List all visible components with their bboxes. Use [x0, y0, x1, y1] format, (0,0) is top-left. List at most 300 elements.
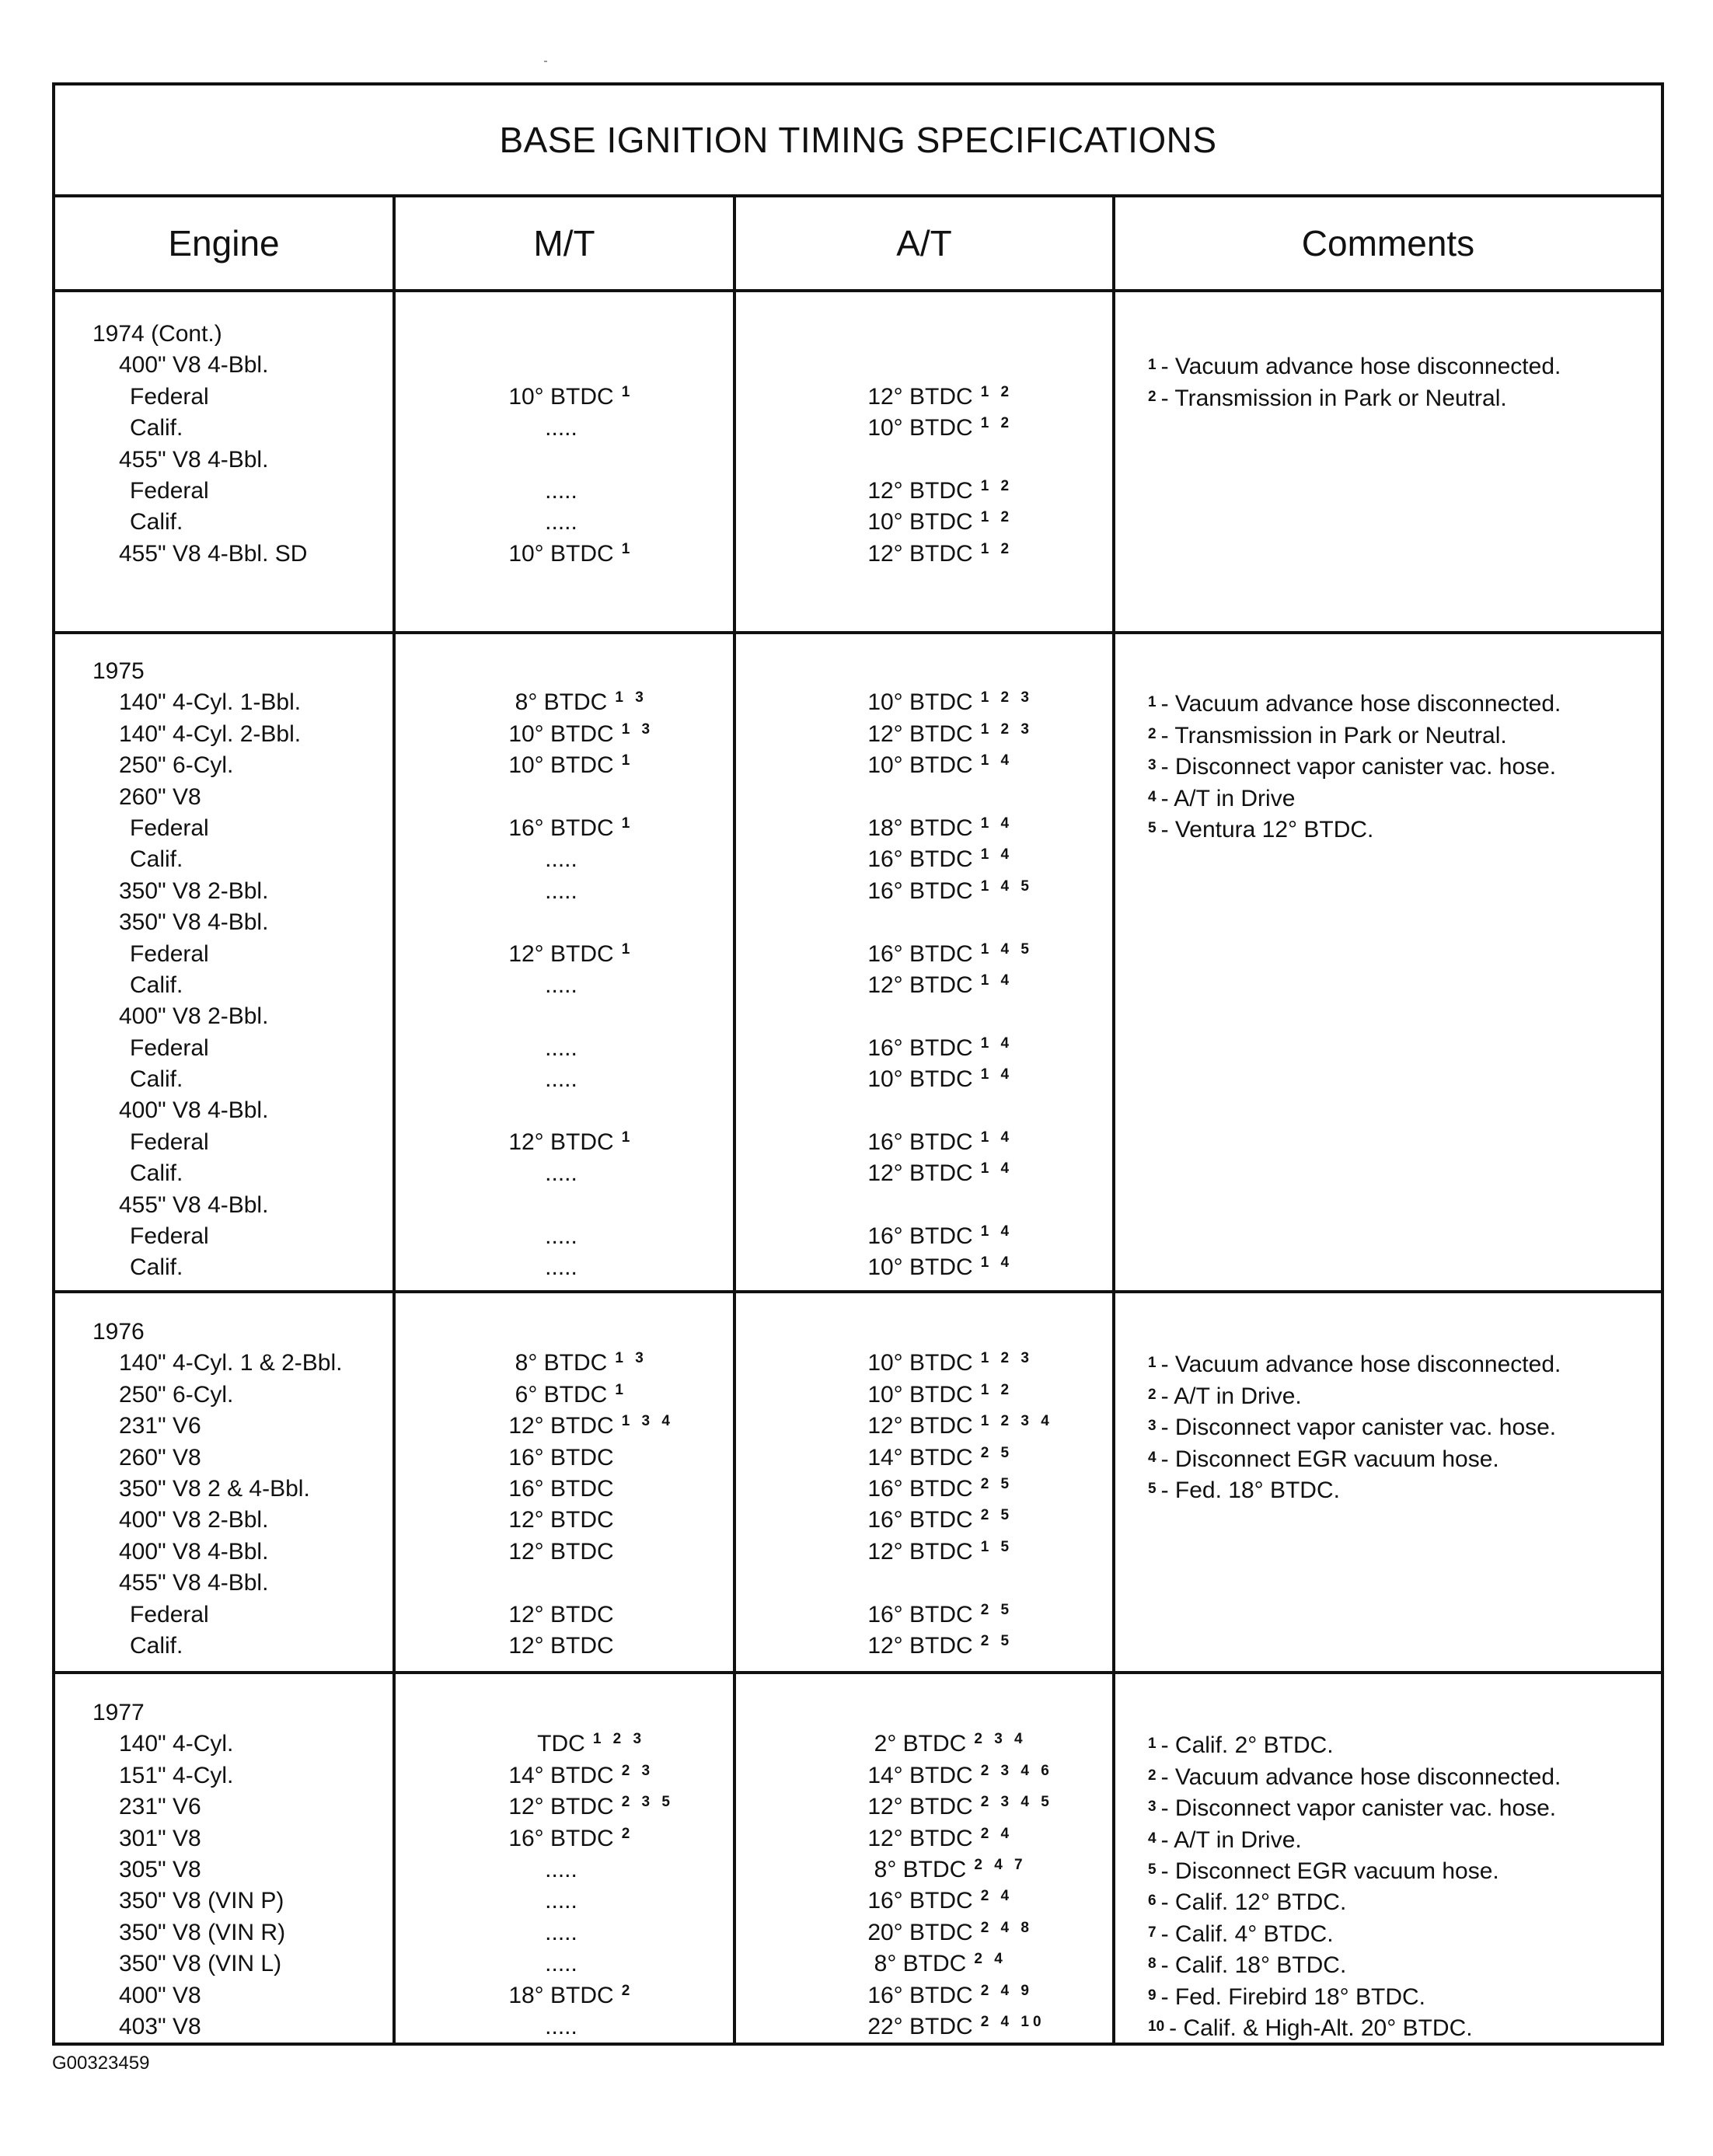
mt-footnote-refs: 1	[615, 1381, 627, 1398]
mt-cell	[394, 750, 728, 781]
at-cell	[734, 1064, 1106, 1095]
mt-timing-value	[545, 2011, 577, 2043]
mt-timing-text: 12° BTDC	[508, 1538, 614, 1565]
at-footnote-refs: 2 5	[980, 1507, 1013, 1524]
mt-timing-value	[508, 939, 634, 970]
mt-cell	[394, 1221, 728, 1252]
mt-footnote-refs: 1 3 4	[621, 1413, 674, 1430]
mt-cell	[394, 687, 728, 718]
mt-timing-text: .....	[545, 509, 577, 536]
mt-timing-value	[545, 1064, 577, 1095]
at-footnote-refs: 1 2 3	[980, 689, 1033, 706]
mt-timing-value	[545, 1221, 577, 1252]
at-cell	[734, 939, 1106, 970]
at-timing-value	[867, 1252, 1013, 1283]
engine-label: Calif.	[130, 1066, 183, 1093]
at-cell	[734, 970, 1106, 1001]
mt-cell	[394, 1064, 728, 1095]
mt-timing-value	[537, 1729, 646, 1760]
at-timing-value	[867, 1221, 1013, 1252]
mt-timing-text: 16° BTDC	[508, 1825, 614, 1851]
engine-label: Calif.	[130, 972, 183, 998]
mt-timing-text: 12° BTDC	[508, 1632, 614, 1659]
mt-cell	[394, 1823, 728, 1854]
comment-note	[1148, 1348, 1661, 1379]
at-timing-text: 16° BTDC	[867, 1475, 973, 1502]
engine-label: 350" V8 (VIN P)	[119, 1888, 284, 1914]
comment-text: - Vacuum advance hose disconnected.	[1160, 354, 1561, 380]
engine-label: 301" V8	[119, 1825, 201, 1851]
at-footnote-refs: 2 4 10	[980, 2013, 1045, 2030]
mt-column	[394, 1697, 728, 2043]
mt-timing-text: 10° BTDC	[508, 383, 614, 410]
mt-timing-text: .....	[545, 1066, 577, 1093]
at-timing-value	[867, 687, 1033, 718]
engine-label: Calif.	[130, 509, 183, 536]
mt-cell	[394, 656, 728, 687]
at-timing-value	[867, 507, 1013, 538]
engine-label: 455" V8 4-Bbl.	[119, 1191, 269, 1218]
mt-cell	[394, 1348, 728, 1379]
mt-cell	[394, 1697, 728, 1729]
mt-cell	[394, 1568, 728, 1599]
comment-text: - Calif. 2° BTDC.	[1160, 1732, 1334, 1759]
at-timing-text: 12° BTDC	[867, 1632, 973, 1659]
engine-label: Calif.	[130, 1160, 183, 1187]
engine-label: 400" V8 2-Bbl.	[119, 1507, 269, 1533]
at-timing-value	[867, 2011, 1045, 2043]
comment-number: 6	[1148, 1893, 1157, 1910]
at-timing-text: 12° BTDC	[867, 1794, 973, 1820]
comment-note	[1148, 1317, 1661, 1348]
mt-cell	[394, 1190, 728, 1221]
mt-cell	[394, 1854, 728, 1886]
at-footnote-refs: 2 3 4 6	[980, 1762, 1053, 1779]
at-footnote-refs: 1 2 3 4	[980, 1413, 1053, 1430]
mt-timing-value	[508, 1505, 613, 1536]
comment-text: - Fed. 18° BTDC.	[1160, 1477, 1340, 1503]
mt-cell	[394, 1127, 728, 1158]
mt-cell	[394, 939, 728, 970]
at-cell	[734, 719, 1106, 750]
comment-note	[1148, 656, 1661, 687]
mt-timing-value	[545, 1886, 577, 1917]
at-timing-text: 12° BTDC	[867, 477, 973, 504]
engine-column	[92, 1317, 403, 1662]
mt-cell	[394, 539, 728, 570]
comment-note	[1148, 813, 1661, 844]
mt-timing-value	[508, 1980, 634, 2011]
engine-label: 455" V8 4-Bbl.	[119, 1570, 269, 1596]
mt-timing-text: 16° BTDC	[508, 1444, 614, 1470]
at-timing-value	[867, 1600, 1013, 1631]
mt-timing-text: .....	[545, 1034, 577, 1061]
mt-timing-text: 10° BTDC	[508, 752, 614, 779]
year-heading: 1974 (Cont.)	[92, 321, 222, 347]
mt-timing-text: .....	[545, 415, 577, 441]
at-timing-text: 22° BTDC	[867, 2013, 973, 2039]
mt-timing-text: .....	[545, 1856, 577, 1882]
at-timing-value	[867, 1791, 1053, 1823]
at-timing-text: 12° BTDC	[867, 1160, 973, 1187]
mt-timing-value	[508, 1760, 654, 1791]
at-column	[734, 656, 1106, 1284]
at-timing-text: 14° BTDC	[867, 1444, 973, 1470]
comment-text: - Transmission in Park or Neutral.	[1160, 722, 1507, 748]
at-timing-value	[867, 750, 1013, 781]
at-footnote-refs: 2 4	[980, 1888, 1013, 1905]
at-cell	[734, 1631, 1106, 1662]
mt-cell	[394, 413, 728, 444]
mt-footnote-refs: 2	[621, 1982, 634, 1999]
mt-timing-text: 12° BTDC	[508, 1794, 614, 1820]
mt-timing-value	[545, 1917, 577, 1948]
at-timing-text: 12° BTDC	[867, 383, 973, 410]
mt-timing-value	[508, 539, 634, 570]
mt-cell	[394, 1095, 728, 1126]
engine-label: Calif.	[130, 1254, 183, 1281]
comment-note	[1148, 1823, 1661, 1854]
mt-timing-value	[545, 1252, 577, 1283]
engine-label: 350" V8 (VIN L)	[119, 1951, 282, 1977]
at-footnote-refs: 2 4 9	[980, 1982, 1033, 1999]
at-footnote-refs: 1 4	[980, 1223, 1013, 1240]
comment-note	[1148, 2011, 1661, 2043]
comment-note	[1148, 1948, 1661, 1980]
at-cell	[734, 1033, 1106, 1064]
mt-footnote-refs: 1	[621, 815, 634, 832]
at-timing-value	[867, 1158, 1013, 1189]
at-cell	[734, 844, 1106, 875]
column-divider	[1112, 197, 1115, 2043]
mt-footnote-refs: 1 3	[621, 720, 654, 738]
at-timing-value	[867, 1980, 1033, 2011]
comment-text: - Vacuum advance hose disconnected.	[1160, 1764, 1561, 1790]
engine-label: 400" V8 2-Bbl.	[119, 1003, 269, 1030]
section-divider	[55, 1290, 1661, 1293]
comment-text: - A/T in Drive.	[1160, 1826, 1302, 1853]
comments-column	[1148, 1317, 1661, 1505]
at-cell	[734, 1443, 1106, 1474]
mt-footnote-refs: 1	[621, 383, 634, 400]
mt-cell	[394, 1001, 728, 1032]
comment-text: - Disconnect vapor canister vac. hose.	[1160, 754, 1557, 780]
at-footnote-refs: 1 4	[980, 1129, 1013, 1146]
at-cell	[734, 1917, 1106, 1948]
engine-label: Federal	[130, 1034, 209, 1061]
at-cell	[734, 1697, 1106, 1729]
mt-timing-value	[515, 687, 647, 718]
table-body	[55, 197, 1661, 2043]
at-timing-value	[867, 1760, 1053, 1791]
comment-text: - Transmission in Park or Neutral.	[1160, 385, 1507, 411]
comment-text: - Disconnect EGR vacuum hose.	[1160, 1858, 1499, 1884]
comment-note	[1148, 1917, 1661, 1948]
engine-column	[92, 656, 403, 1284]
mt-cell	[394, 1791, 728, 1823]
comments-column	[1148, 1697, 1661, 2043]
at-timing-value	[867, 1505, 1013, 1536]
mt-cell	[394, 876, 728, 907]
at-timing-value	[867, 1823, 1013, 1854]
at-footnote-refs: 1 4	[980, 1034, 1013, 1052]
mt-cell	[394, 382, 728, 413]
mt-cell	[394, 813, 728, 844]
at-timing-value	[867, 1033, 1013, 1064]
comment-note	[1148, 1729, 1661, 1760]
at-cell	[734, 656, 1106, 687]
at-timing-value	[867, 1537, 1013, 1568]
comment-note	[1148, 782, 1661, 813]
mt-timing-value	[508, 813, 634, 844]
comment-note	[1148, 687, 1661, 718]
comment-note	[1148, 1854, 1661, 1886]
mt-timing-value	[545, 1033, 577, 1064]
at-timing-text: 20° BTDC	[867, 1919, 973, 1945]
mt-timing-text: .....	[545, 877, 577, 904]
mt-footnote-refs: 2 3 5	[621, 1794, 674, 1811]
mt-column	[394, 656, 728, 1284]
at-cell	[734, 1158, 1106, 1189]
comment-note	[1148, 1886, 1661, 1917]
mt-footnote-refs: 1	[621, 1129, 634, 1146]
at-cell	[734, 1600, 1106, 1631]
engine-label: 151" 4-Cyl.	[119, 1762, 234, 1788]
mt-footnote-refs: 1	[621, 752, 634, 769]
at-column	[734, 1697, 1106, 2043]
mt-timing-text: 12° BTDC	[508, 940, 614, 967]
mt-timing-text: .....	[545, 1223, 577, 1250]
mt-cell	[394, 907, 728, 938]
at-cell	[734, 1823, 1106, 1854]
mt-timing-value	[545, 1854, 577, 1886]
mt-timing-value	[508, 1474, 613, 1505]
comment-number: 4	[1148, 1449, 1157, 1466]
mt-timing-value	[508, 719, 654, 750]
at-cell	[734, 1886, 1106, 1917]
comments-column	[1148, 319, 1661, 413]
mt-column	[394, 319, 728, 570]
comment-note	[1148, 1380, 1661, 1411]
mt-timing-text: TDC	[537, 1731, 585, 1757]
at-timing-text: 18° BTDC	[867, 815, 973, 841]
mt-timing-value	[508, 1411, 674, 1442]
at-timing-text: 12° BTDC	[867, 972, 973, 998]
comment-note	[1148, 1411, 1661, 1442]
at-cell	[734, 1505, 1106, 1536]
comment-text: - Calif. 12° BTDC.	[1160, 1889, 1347, 1916]
at-timing-value	[867, 382, 1013, 413]
at-timing-text: 16° BTDC	[867, 1034, 973, 1061]
at-timing-value	[867, 876, 1033, 907]
mt-timing-text: 16° BTDC	[508, 815, 614, 841]
at-footnote-refs: 1 4 5	[980, 940, 1033, 958]
at-timing-text: 12° BTDC	[867, 1538, 973, 1565]
mt-timing-value	[545, 507, 577, 538]
mt-timing-text: .....	[545, 2013, 577, 2039]
comment-text: - A/T in Drive.	[1160, 1383, 1302, 1409]
comment-text: - Calif. & High-Alt. 20° BTDC.	[1169, 2015, 1473, 2041]
mt-timing-value	[508, 1600, 613, 1631]
mt-cell	[394, 1317, 728, 1348]
at-footnote-refs: 1 4	[980, 1254, 1013, 1272]
mt-cell	[394, 1948, 728, 1980]
at-timing-text: 10° BTDC	[867, 752, 973, 779]
comment-note	[1148, 750, 1661, 781]
at-footnote-refs: 1 2	[980, 540, 1013, 557]
mt-timing-text: 14° BTDC	[508, 1762, 614, 1788]
year-heading: 1975	[92, 658, 145, 684]
mt-timing-text: 12° BTDC	[508, 1413, 614, 1439]
mt-timing-value	[545, 413, 577, 444]
mt-footnote-refs: 2 3	[621, 1762, 654, 1779]
mt-cell	[394, 350, 728, 381]
comment-number: 10	[1148, 2018, 1165, 2035]
spec-table	[52, 82, 1664, 2046]
mt-timing-value	[545, 844, 577, 875]
comment-number: 2	[1148, 1767, 1157, 1784]
at-cell	[734, 1411, 1106, 1442]
engine-column	[92, 1697, 403, 2043]
comment-number: 9	[1148, 1987, 1157, 2004]
comment-number: 5	[1148, 819, 1157, 836]
at-footnote-refs: 1 2 3	[980, 720, 1033, 738]
mt-cell	[394, 1252, 728, 1283]
comment-number: 5	[1148, 1861, 1157, 1878]
comment-text: - Vacuum advance hose disconnected.	[1160, 691, 1561, 717]
at-footnote-refs: 1 4	[980, 1066, 1013, 1083]
at-timing-text: 16° BTDC	[867, 1507, 973, 1533]
at-timing-text: 16° BTDC	[867, 1129, 973, 1155]
mt-timing-text: 12° BTDC	[508, 1129, 614, 1155]
mt-column	[394, 1317, 728, 1662]
comment-number: 5	[1148, 1480, 1157, 1497]
at-footnote-refs: 2 3 4	[974, 1731, 1027, 1748]
engine-label: 455" V8 4-Bbl.	[119, 446, 269, 473]
at-timing-value	[867, 1886, 1013, 1917]
mt-cell	[394, 1760, 728, 1791]
at-footnote-refs: 1 4	[980, 972, 1013, 989]
at-cell	[734, 1095, 1106, 1126]
comment-text: - Fed. Firebird 18° BTDC.	[1160, 1983, 1425, 2010]
comment-note	[1148, 1474, 1661, 1505]
at-timing-value	[867, 1380, 1013, 1411]
at-timing-value	[867, 813, 1013, 844]
at-timing-text: 16° BTDC	[867, 1223, 973, 1250]
at-cell	[734, 476, 1106, 507]
mt-timing-value	[508, 1127, 634, 1158]
at-timing-text: 10° BTDC	[867, 689, 973, 716]
engine-label: 455" V8 4-Bbl. SD	[119, 540, 308, 567]
comment-number: 4	[1148, 788, 1157, 805]
mt-cell	[394, 719, 728, 750]
at-timing-text: 12° BTDC	[867, 1825, 973, 1851]
comment-number: 2	[1148, 725, 1157, 742]
at-footnote-refs: 2 3 4 5	[980, 1794, 1053, 1811]
comment-number: 3	[1148, 1418, 1157, 1435]
at-cell	[734, 876, 1106, 907]
at-timing-text: 10° BTDC	[867, 509, 973, 536]
engine-label: 400" V8 4-Bbl.	[119, 1538, 269, 1565]
mt-timing-text: 8° BTDC	[515, 1350, 608, 1376]
scan-speck	[544, 61, 547, 62]
comments-column	[1148, 656, 1661, 844]
comment-note	[1148, 350, 1661, 381]
mt-cell	[394, 1631, 728, 1662]
mt-cell	[394, 970, 728, 1001]
at-timing-text: 10° BTDC	[867, 1350, 973, 1376]
mt-timing-value	[508, 1443, 613, 1474]
comment-text: - A/T in Drive	[1160, 785, 1296, 811]
comment-number: 1	[1148, 1736, 1157, 1753]
header-mt: M/T	[533, 223, 595, 263]
engine-label: 350" V8 2-Bbl.	[119, 877, 269, 904]
at-footnote-refs: 1 4	[980, 846, 1013, 863]
mt-footnote-refs: 1 3	[615, 1350, 647, 1367]
comment-number: 7	[1148, 1924, 1157, 1941]
mt-cell	[394, 1443, 728, 1474]
mt-cell	[394, 1600, 728, 1631]
at-cell	[734, 2011, 1106, 2043]
engine-label: Federal	[130, 815, 209, 841]
at-cell	[734, 1568, 1106, 1599]
at-footnote-refs: 2 5	[980, 1601, 1013, 1618]
engine-label: 140" 4-Cyl. 1 & 2-Bbl.	[119, 1350, 343, 1376]
at-timing-text: 8° BTDC	[874, 1951, 967, 1977]
mt-footnote-refs: 1	[621, 940, 634, 958]
mt-timing-text: 16° BTDC	[508, 1475, 614, 1502]
mt-timing-value	[515, 1380, 627, 1411]
mt-cell	[394, 1729, 728, 1760]
comment-number: 2	[1148, 1386, 1157, 1403]
mt-timing-value	[515, 1348, 647, 1379]
engine-label: 350" V8 4-Bbl.	[119, 909, 269, 936]
section-divider	[55, 1671, 1661, 1674]
mt-timing-text: 8° BTDC	[515, 689, 608, 716]
mt-timing-text: 10° BTDC	[508, 720, 614, 747]
mt-footnote-refs: 1	[621, 540, 634, 557]
comment-text: - Calif. 18° BTDC.	[1160, 1952, 1347, 1979]
comment-text: - Calif. 4° BTDC.	[1160, 1921, 1334, 1947]
at-footnote-refs: 1 2	[980, 509, 1013, 526]
mt-timing-value	[545, 876, 577, 907]
at-cell	[734, 1791, 1106, 1823]
engine-label: 350" V8 2 & 4-Bbl.	[119, 1475, 310, 1502]
at-cell	[734, 1252, 1106, 1283]
at-cell	[734, 382, 1106, 413]
at-cell	[734, 1474, 1106, 1505]
mt-cell	[394, 782, 728, 813]
at-footnote-refs: 1 2	[980, 415, 1013, 432]
at-footnote-refs: 1 4	[980, 815, 1013, 832]
year-heading: 1976	[92, 1319, 145, 1345]
engine-label: 250" 6-Cyl.	[119, 752, 234, 779]
mt-timing-text: .....	[545, 1254, 577, 1281]
engine-label: Federal	[130, 1223, 209, 1250]
mt-cell	[394, 319, 728, 350]
engine-label: 140" 4-Cyl.	[119, 1731, 234, 1757]
comment-note	[1148, 719, 1661, 750]
at-timing-text: 8° BTDC	[874, 1856, 967, 1882]
at-cell	[734, 1348, 1106, 1379]
mt-cell	[394, 1411, 728, 1442]
mt-cell	[394, 445, 728, 476]
at-footnote-refs: 1 4	[980, 752, 1013, 769]
at-timing-text: 12° BTDC	[867, 1413, 973, 1439]
mt-timing-text: 12° BTDC	[508, 1601, 614, 1627]
at-timing-text: 16° BTDC	[867, 940, 973, 967]
mt-cell	[394, 1380, 728, 1411]
